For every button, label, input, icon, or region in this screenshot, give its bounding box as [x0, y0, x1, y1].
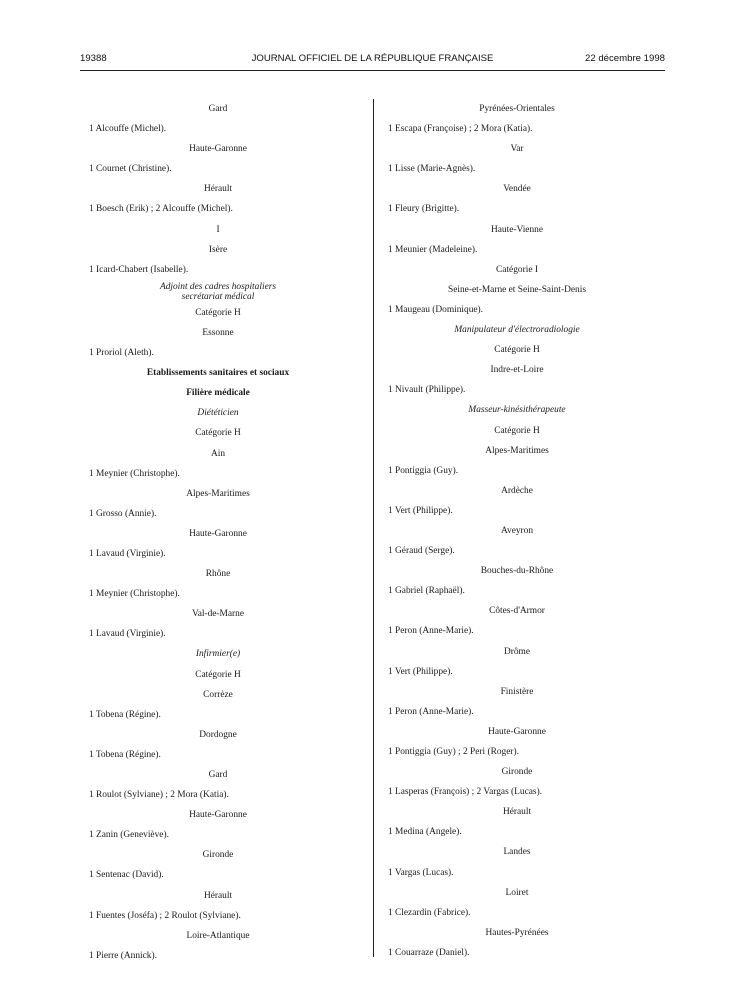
result-entry: 1 Alcouffe (Michel). — [89, 124, 167, 135]
result-entry: 1 Icard-Chabert (Isabelle). — [89, 264, 189, 275]
section-heading: Aveyron — [500, 525, 534, 536]
profession-heading-line: secrétariat médical — [181, 292, 255, 303]
section-heading: Côtes-d'Armor — [489, 606, 545, 617]
section-heading: Catégorie H — [195, 428, 241, 439]
result-entry: 1 Maugeau (Dominique). — [388, 304, 484, 315]
result-entry: 1 Lavaud (Virginie). — [89, 629, 166, 640]
section-heading: Landes — [503, 847, 531, 858]
result-entry: 1 Pontiggia (Guy) ; 2 Peri (Roger). — [388, 747, 519, 757]
profession-heading — [89, 282, 347, 303]
section-heading: Gironde — [501, 767, 533, 778]
section-heading: Var — [510, 144, 524, 155]
section-heading: I — [216, 224, 220, 235]
profession-heading: Manipulateur d'électroradiologie — [454, 325, 580, 336]
result-entry: 1 Lasperas (François) ; 2 Vargas (Lucas). — [388, 787, 543, 798]
section-heading: Rhône — [205, 569, 231, 580]
category-heading: Filière médicale — [186, 388, 250, 399]
result-entry: 1 Pontiggia (Guy). — [388, 465, 459, 476]
result-entry: 1 Meynier (Christophe). — [89, 589, 180, 600]
section-heading: Dordogne — [199, 729, 237, 740]
result-entry: 1 Grosso (Annie). — [89, 508, 157, 519]
column-divider — [373, 99, 374, 957]
section-heading: Indre-et-Loire — [490, 365, 544, 376]
result-entry: 1 Lisse (Marie-Agnès). — [388, 164, 476, 175]
result-entry: 1 Roulot (Sylviane) ; 2 Mora (Katia). — [89, 790, 229, 801]
section-heading: Catégorie H — [494, 425, 540, 436]
right-column — [388, 99, 646, 963]
result-entry: 1 Tobena (Régine). — [89, 749, 161, 760]
result-entry: 1 Pierre (Annick). — [89, 950, 157, 961]
page-header — [80, 53, 665, 67]
section-heading: Loire-Atlantique — [186, 930, 250, 941]
profession-heading-line: Adjoint des cadres hospitaliers — [159, 281, 277, 292]
section-heading: Vendée — [503, 184, 531, 195]
section-heading: Ain — [210, 448, 226, 459]
section-heading: Ardèche — [501, 485, 533, 496]
section-heading: Haute-Garonne — [189, 810, 247, 821]
section-heading: Val-de-Marne — [191, 609, 245, 620]
section-heading: Finistère — [500, 686, 534, 697]
result-entry: 1 Gabriel (Raphaël). — [388, 586, 465, 597]
page-number: 19388 — [80, 53, 107, 64]
result-entry: 1 Sentenac (David). — [89, 870, 164, 881]
result-entry: 1 Medina (Angele). — [388, 827, 462, 838]
section-heading: Essonne — [202, 327, 234, 338]
profession-heading: Diététicien — [197, 408, 239, 419]
result-entry: 1 Proriol (Aleth). — [89, 348, 154, 359]
result-entry: 1 Tobena (Régine). — [89, 709, 161, 720]
result-entry: 1 Peron (Anne-Marie). — [388, 706, 474, 717]
result-entry: 1 Fleury (Brigitte). — [388, 204, 460, 215]
result-entry: 1 Boesch (Erik) ; 2 Alcouffe (Michel). — [89, 204, 233, 215]
result-entry: 1 Vert (Philippe). — [388, 666, 453, 677]
section-heading: Haute-Vienne — [490, 224, 543, 235]
section-heading: Gironde — [202, 850, 234, 861]
header-rule — [80, 70, 665, 71]
journal-title: JOURNAL OFFICIEL DE LA RÉPUBLIQUE FRANÇAISE — [251, 53, 494, 64]
section-heading: Hérault — [203, 184, 233, 195]
section-heading: Haute-Garonne — [189, 528, 247, 539]
result-entry: 1 Nivault (Philippe). — [388, 385, 466, 396]
result-entry: 1 Meynier (Christophe). — [89, 468, 180, 479]
section-heading: Gard — [208, 104, 228, 114]
result-entry: 1 Cournet (Christine). — [89, 164, 172, 175]
section-heading: Hérault — [203, 890, 233, 901]
section-heading: Catégorie I — [496, 264, 538, 275]
section-heading: Pyrénées-Orientales — [479, 104, 555, 114]
section-heading: Catégorie H — [494, 345, 540, 356]
section-heading: Corrèze — [203, 689, 233, 700]
result-entry: 1 Lavaud (Virginie). — [89, 548, 166, 559]
left-column — [89, 99, 347, 966]
result-entry: 1 Escapa (Françoise) ; 2 Mora (Katia). — [388, 124, 533, 135]
section-heading: Haute-Garonne — [189, 144, 247, 155]
section-heading: Hérault — [502, 807, 532, 818]
result-entry: 1 Fuentes (Joséfa) ; 2 Roulot (Sylviane). — [89, 910, 241, 921]
result-entry: 1 Meunier (Madeleine). — [388, 244, 478, 255]
section-heading: Alpes-Maritimes — [485, 445, 549, 456]
result-entry: 1 Zanin (Geneviève). — [89, 830, 169, 841]
section-heading: Catégorie H — [195, 307, 241, 318]
section-heading: Drôme — [503, 646, 531, 657]
category-heading: Etablissements sanitaires et sociaux — [146, 368, 290, 379]
section-heading: Haute-Garonne — [488, 726, 546, 737]
result-entry: 1 Géraud (Serge). — [388, 546, 455, 557]
result-entry: 1 Vargas (Lucas). — [388, 867, 454, 878]
profession-heading: Masseur-kinésithérapeute — [468, 405, 566, 416]
result-entry: 1 Peron (Anne-Marie). — [388, 626, 474, 637]
result-entry: 1 Vert (Philippe). — [388, 505, 453, 516]
section-heading: Gard — [208, 770, 228, 780]
result-entry: 1 Clezardin (Fabrice). — [388, 907, 471, 918]
profession-heading: Infirmier(e) — [195, 649, 241, 660]
section-heading: Bouches-du-Rhône — [480, 566, 554, 577]
section-heading: Catégorie H — [195, 669, 241, 680]
section-heading: Seine-et-Marne et Seine-Saint-Denis — [448, 284, 586, 295]
publication-date: 22 décembre 1998 — [584, 53, 665, 64]
section-heading: Alpes-Maritimes — [186, 488, 250, 499]
result-entry: 1 Couarraze (Daniel). — [388, 947, 470, 958]
section-heading: Loiret — [505, 887, 529, 898]
section-heading: Hautes-Pyrénées — [485, 927, 549, 938]
section-heading: Isère — [208, 244, 228, 255]
